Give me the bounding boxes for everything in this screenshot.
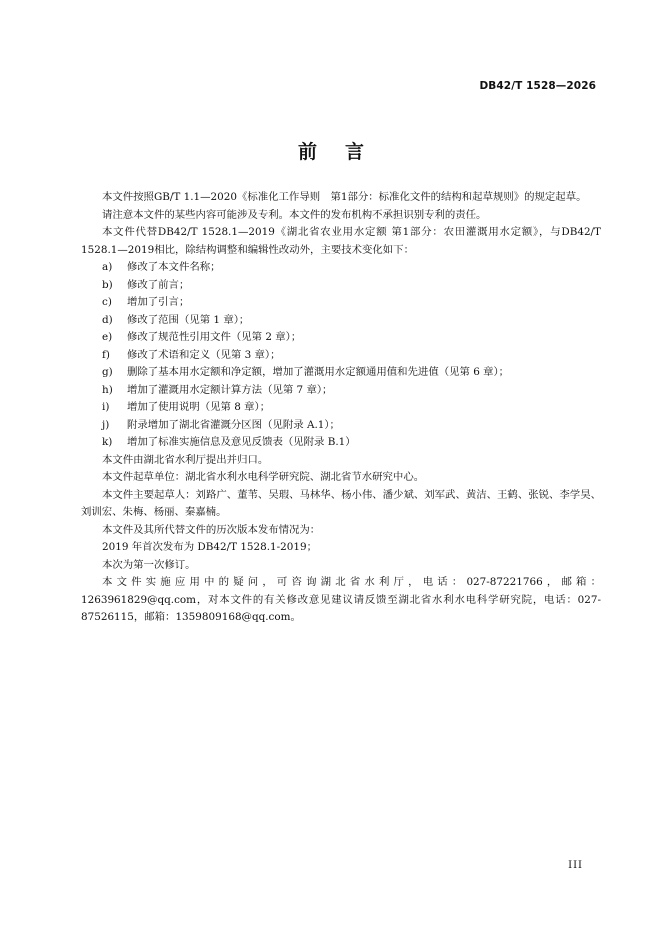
paragraph-first-release: 2019 年首次发布为 DB42/T 1528.1-2019； <box>102 541 318 553</box>
list-item-text: 修改了术语和定义（见第 3 章）； <box>127 348 281 361</box>
list-item-text: 附录增加了湖北省灌溉分区图（见附录 A.1）； <box>127 418 340 431</box>
list-item <box>81 294 601 312</box>
list-marker: d) <box>102 313 113 326</box>
list-marker: e) <box>102 331 113 343</box>
paragraph-patent-notice: 请注意本文件的某些内容可能涉及专利。本文件的发布机构不承担识别专利的责任。 <box>102 208 487 221</box>
list-item <box>81 382 601 400</box>
list-item-text: 增加了标准实施信息及意见反馈表（见附录 B.1） <box>127 436 356 448</box>
list-item <box>81 312 601 330</box>
paragraph-version-history: 本文件及其所代替文件的历次版本发布情况为： <box>102 523 321 536</box>
list-marker: c) <box>102 296 112 308</box>
list-item-text: 修改了本文件名称； <box>127 261 221 273</box>
list-marker: f) <box>102 348 110 361</box>
document-code: DB42/T 1528—2026 <box>479 80 596 92</box>
page-number: III <box>568 860 583 871</box>
list-marker: g) <box>102 366 113 378</box>
list-marker: h) <box>102 383 113 396</box>
document-body <box>81 189 601 627</box>
list-item <box>81 259 601 277</box>
paragraph-contact: 本文件实施应用中的疑问，可咨询湖北省水利厅，电话：027-87221766，邮箱：1263961829@qq.com，对本文件的有关修改意见建议请反馈至湖北省水利水电科学研究院，电话：027-87526115，邮箱：1359809168@qq.com。 <box>81 576 601 623</box>
paragraph-proposer: 本文件由湖北省水利厅提出并归口。 <box>102 453 269 466</box>
list-marker: k) <box>102 436 113 448</box>
list-marker: i) <box>102 401 110 413</box>
list-item-text: 修改了范围（见第 1 章）； <box>127 313 250 326</box>
list-item-text: 删除了基本用水定额和净定额，增加了灌溉用水定额通用值和先进值（见第 6 章）； <box>127 366 510 378</box>
list-item-text: 修改了前言； <box>127 278 190 291</box>
page-title: 前言 <box>297 141 392 163</box>
list-marker: b) <box>102 278 113 291</box>
paragraph-drafters: 本文件主要起草人：刘路广、董苇、吴瑕、马林华、杨小伟、潘少斌、刘军武、黄洁、王鹤、张锐、李学昊、刘训宏、朱梅、杨丽、秦嘉楠。 <box>81 488 601 518</box>
list-marker: j) <box>102 418 110 431</box>
list-item-text: 增加了灌溉用水定额计算方法（见第 7 章）； <box>127 383 333 396</box>
list-item <box>81 417 601 435</box>
list-item-text: 增加了引言； <box>127 296 190 308</box>
paragraph-drafting-basis: 本文件按照GB/T 1.1—2020《标准化工作导则 第1部分：标准化文件的结构和起草规则》的规定起草。 <box>102 191 587 203</box>
list-item-text: 修改了规范性引用文件（见第 2 章）； <box>127 331 302 343</box>
list-item <box>81 364 601 382</box>
list-item <box>81 399 601 417</box>
paragraph-drafting-units: 本文件起草单位：湖北省水利水电科学研究院、湖北省节水研究中心。 <box>102 471 425 483</box>
list-item <box>81 277 601 295</box>
list-marker: a) <box>102 261 113 273</box>
changes-list <box>81 259 601 452</box>
paragraph-revision: 本次为第一次修订。 <box>102 558 196 571</box>
list-item <box>81 329 601 347</box>
list-item <box>81 347 601 365</box>
list-item-text: 增加了使用说明（见第 8 章）； <box>127 401 271 413</box>
list-item <box>81 434 601 452</box>
paragraph-replacement: 本文件代替DB42/T 1528.1—2019《湖北省农业用水定额 第1部分：农田灌溉用水定额》，与DB42/T 1528.1—2019相比，除结构调整和编辑性改动外，主要技术变化如下： <box>81 226 601 256</box>
